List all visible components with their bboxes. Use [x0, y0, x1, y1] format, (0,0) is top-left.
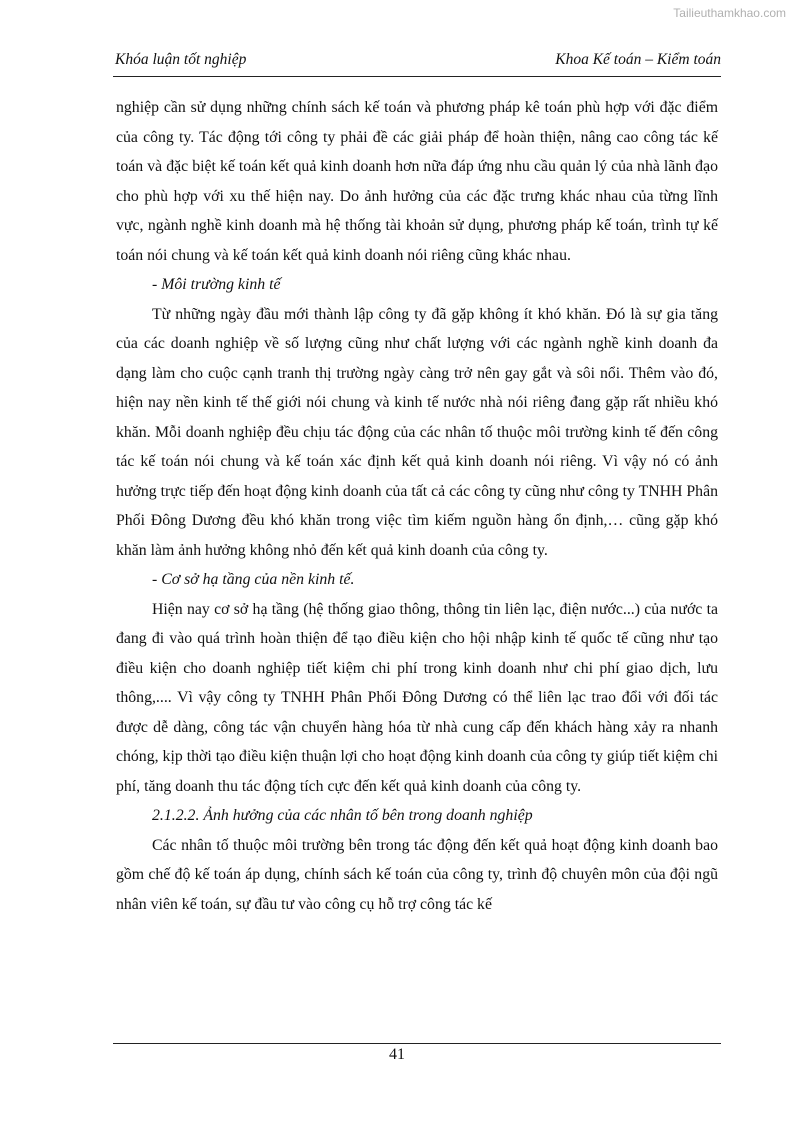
page-header: [113, 50, 721, 77]
section-heading-internal-factors: 2.1.2.2. Ảnh hưởng của các nhân tố bên trong doanh nghiệp: [152, 807, 533, 824]
page-number: 41: [389, 1046, 405, 1063]
header-right: Khoa Kế toán – Kiểm toán: [555, 51, 721, 68]
subheading-economic-environment: - Môi trường kinh tế: [152, 276, 281, 293]
header-left: Khóa luận tốt nghiệp: [115, 51, 247, 68]
subheading-infrastructure: - Cơ sở hạ tầng của nền kinh tế.: [152, 571, 355, 588]
footer-divider: [113, 1043, 721, 1044]
page-body: [116, 93, 718, 919]
paragraph: Các nhân tố thuộc môi trường bên trong tác động đến kết quả hoạt động kinh doanh bao gồm chế độ kế toán áp dụng, chính sách kế toán của công ty, trình độ chuyên môn của đội ngũ nhân viên kế toán, sự đầu tư vào công cụ hỗ trợ công tác kế: [116, 836, 718, 913]
paragraph: nghiệp cần sử dụng những chính sách kế toán và phương pháp kê toán phù hợp với đặc điểm của công ty. Tác động tới công ty phải đề các giải pháp để hoàn thiện, nâng cao công tác kế toán và đặc biệt kế toán kết quả kinh doanh hơn nữa đáp ứng nhu cầu quản lý của nhà lãnh đạo cho phù hợp với xu thế hiện nay. Do ảnh hưởng của các đặc trưng khác nhau của từng lĩnh vực, ngành nghề kinh doanh mà hệ thống tài khoản sử dụng, phương pháp kế toán, trình tự kế toán nói chung và kế toán kết quả kinh doanh nói riêng cũng khác nhau.: [116, 99, 718, 264]
watermark: Tailieuthamkhao.com: [673, 6, 786, 20]
paragraph: Từ những ngày đầu mới thành lập công ty đã gặp không ít khó khăn. Đó là sự gia tăng của các doanh nghiệp về số lượng cũng như chất lượng với các ngành nghề kinh doanh đa dạng làm cho cuộc cạnh tranh thị trường ngày càng trở nên gay gắt và sôi nổi. Thêm vào đó, hiện nay nền kinh tế thế giới nói chung và kinh tế nước nhà nói riêng đang gặp rất nhiều khó khăn. Mỗi doanh nghiệp đều chịu tác động của các nhân tố thuộc môi trường kinh tế đến công tác kế toán nói chung và kế toán xác định kết quả kinh doanh nói riêng. Vì vậy nó có ảnh hưởng trực tiếp đến hoạt động kinh doanh của tất cả các công ty cũng như công ty TNHH Phân Phối Đông Dương đều khó khăn trong việc tìm kiếm nguồn hàng ổn định,… cũng gặp khó khăn làm ảnh hưởng không nhỏ đến kết quả kinh doanh của công ty.: [116, 305, 718, 559]
paragraph: Hiện nay cơ sở hạ tầng (hệ thống giao thông, thông tin liên lạc, điện nước...) của nước ta đang đi vào quá trình hoàn thiện để tạo điều kiện cho hội nhập kinh tế quốc tế cũng như tạo điều kiện cho doanh nghiệp tiết kiệm chi phí trong kinh doanh như chi phí giao dịch, lưu thông,.... Vì vậy công ty TNHH Phân Phối Đông Dương có thể liên lạc trao đổi với đối tác được dễ dàng, công tác vận chuyển hàng hóa từ nhà cung cấp đến khách hàng xảy ra nhanh chóng, kịp thời tạo điều kiện thuận lợi cho hoạt động kinh doanh của công ty giúp tiết kiệm chi phí, tăng doanh thu tác động tích cực đến kết quả kinh doanh của công ty.: [116, 600, 718, 795]
